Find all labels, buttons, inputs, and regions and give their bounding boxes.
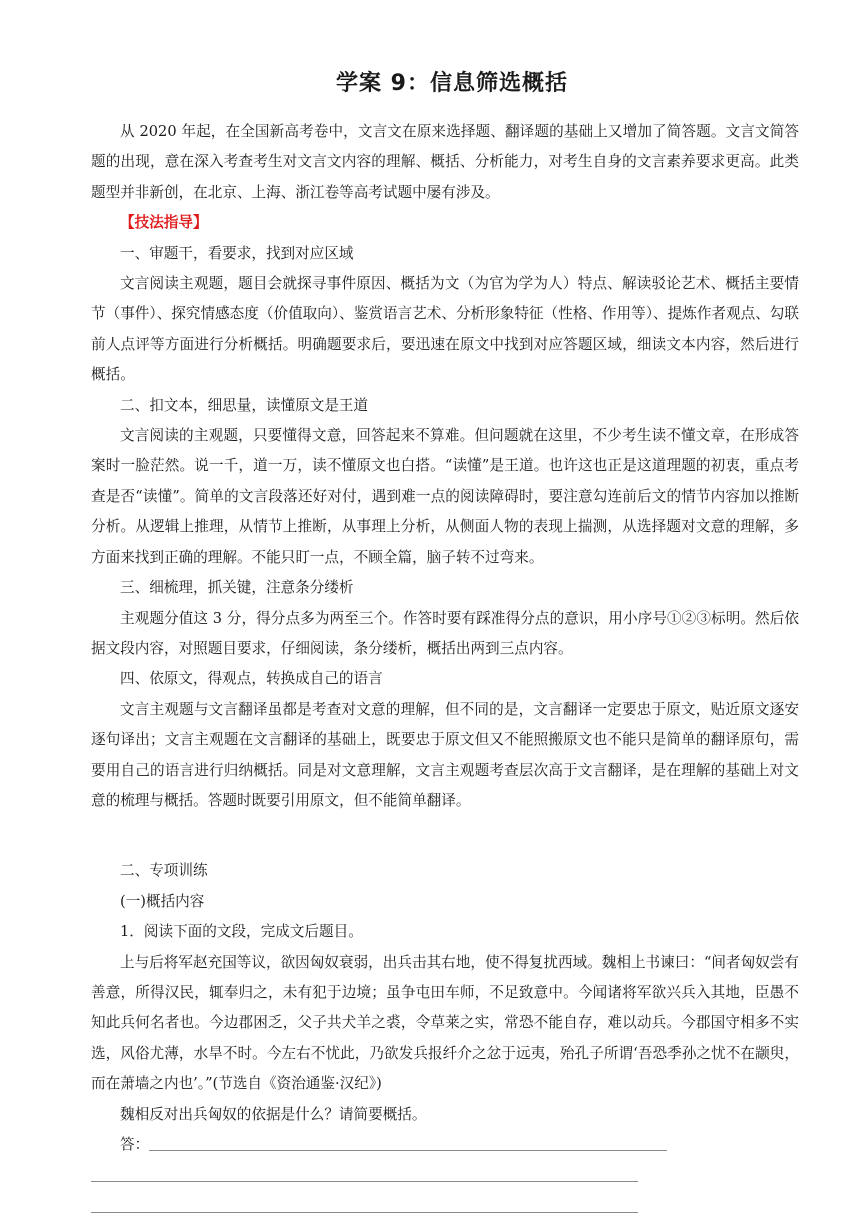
practice-subheading: (一)概括内容 <box>120 892 205 910</box>
page-title: 学案 9：信息筛选概括 <box>336 71 568 96</box>
tip-heading: 【技法指导】 <box>120 214 208 232</box>
answer-label: 答： <box>120 1135 150 1153</box>
practice-heading: 二、专项训练 <box>120 862 208 880</box>
answer-line[interactable] <box>91 1181 638 1182</box>
section-heading: 三、细梳理，抓关键，注意条分缕析 <box>120 579 354 597</box>
section-heading: 四、依原文，得观点，转换成自己的语言 <box>120 670 383 688</box>
question-text: 魏相反对出兵匈奴的依据是什么？请简要概括。 <box>120 1105 427 1123</box>
section-paragraph: 文言阅读的主观题，只要懂得文意，回答起来不算难。但问题就在这里，不少考生读不懂文章，在形成答案时一脸茫然。说一千，道一万，读不懂原文也白搭。“读懂”是王道。也许这也正是这道理题的初衷，重点考查是否“读懂”。简单的文言段落还好对付，遇到难一点的阅读障碍时，要注意勾连前后文的情节内容加以推断分析。从逻辑上推理，从情节上推断，从事理上分析，从侧面人物的表现上揣测，从选择题对文意的理解，多方面来找到正确的理解。不能只盯一点，不顾全篇，脑子转不过弯来。 <box>91 427 799 566</box>
section-heading: 一、审题干，看要求，找到对应区域 <box>120 244 354 262</box>
question-intro: 1．阅读下面的文段，完成文后题目。 <box>120 923 363 941</box>
answer-line[interactable] <box>149 1150 667 1151</box>
section-paragraph: 文言主观题与文言翻译虽都是考查对文意的理解，但不同的是，文言翻译一定要忠于原文，贴近原文逐安逐句译出；文言主观题在文言翻译的基础上，既要忠于原文但又不能照搬原文也不能只是简单的翻译原句，需要用自己的语言进行归纳概括。同是对文意理解，文言主观题考查层次高于文言翻译，是在理解的基础上对文意的梳理与概括。答题时既要引用原文，但不能简单翻译。 <box>91 700 799 809</box>
intro-paragraph: 从 2020 年起，在全国新高考卷中，文言文在原来选择题、翻译题的基础上又增加了简答题。文言文简答题的出现，意在深入考查考生对文言文内容的理解、概括、分析能力，对考生自身的文言素养要求更高。此类题型并非新创，在北京、上海、浙江卷等高考试题中屡有涉及。 <box>91 123 799 201</box>
document-body <box>91 117 799 1222</box>
answer-blank-row <box>91 1160 799 1191</box>
section-heading: 二、扣文本，细思量，读懂原文是王道 <box>120 396 369 414</box>
answer-blank-row <box>91 1191 799 1222</box>
section-paragraph: 文言阅读主观题，题目会就探寻事件原因、概括为文（为官为学为人）特点、解读驳论艺术、概括主要情节（事件）、探究情感态度（价值取向）、鉴赏语言艺术、分析形象特征（性格、作用等）、提炼作者观点、勾联前人点评等方面进行分析概括。明确题要求后，要迅速在原文中找到对应答题区域，细读文本内容，然后进行概括。 <box>91 275 799 384</box>
classical-passage: 上与后将军赵充国等议，欲因匈奴衰弱，出兵击其右地，使不得复扰西域。魏相上书谏曰：“间者匈奴尝有善意，所得汉民，辄奉归之，未有犯于边境；虽争屯田车师，不足致意中。今闻诸将军欲兴兵入其地，臣愚不知此兵何名者也。今边郡困乏，父子共犬羊之裘，令草莱之实，常恐不能自存，难以动兵。今郡国守相多不实选，风俗尤薄，水旱不时。今左右不忧此，乃欲发兵报纤介之忿于远夷，殆孔子所谓‘吾恐季孙之忧不在颛臾，而在萧墙之内也’。”(节选自《资治通鉴·汉纪》) <box>91 953 799 1093</box>
section-gap <box>91 816 799 856</box>
section-paragraph: 主观题分值这 3 分，得分点多为两至三个。作答时要有踩准得分点的意识，用小序号①②③标明。然后依据文段内容，对照题目要求，仔细阅读，条分缕析，概括出两到三点内容。 <box>91 609 799 657</box>
answer-line[interactable] <box>91 1212 638 1213</box>
answer-row <box>91 1130 799 1160</box>
